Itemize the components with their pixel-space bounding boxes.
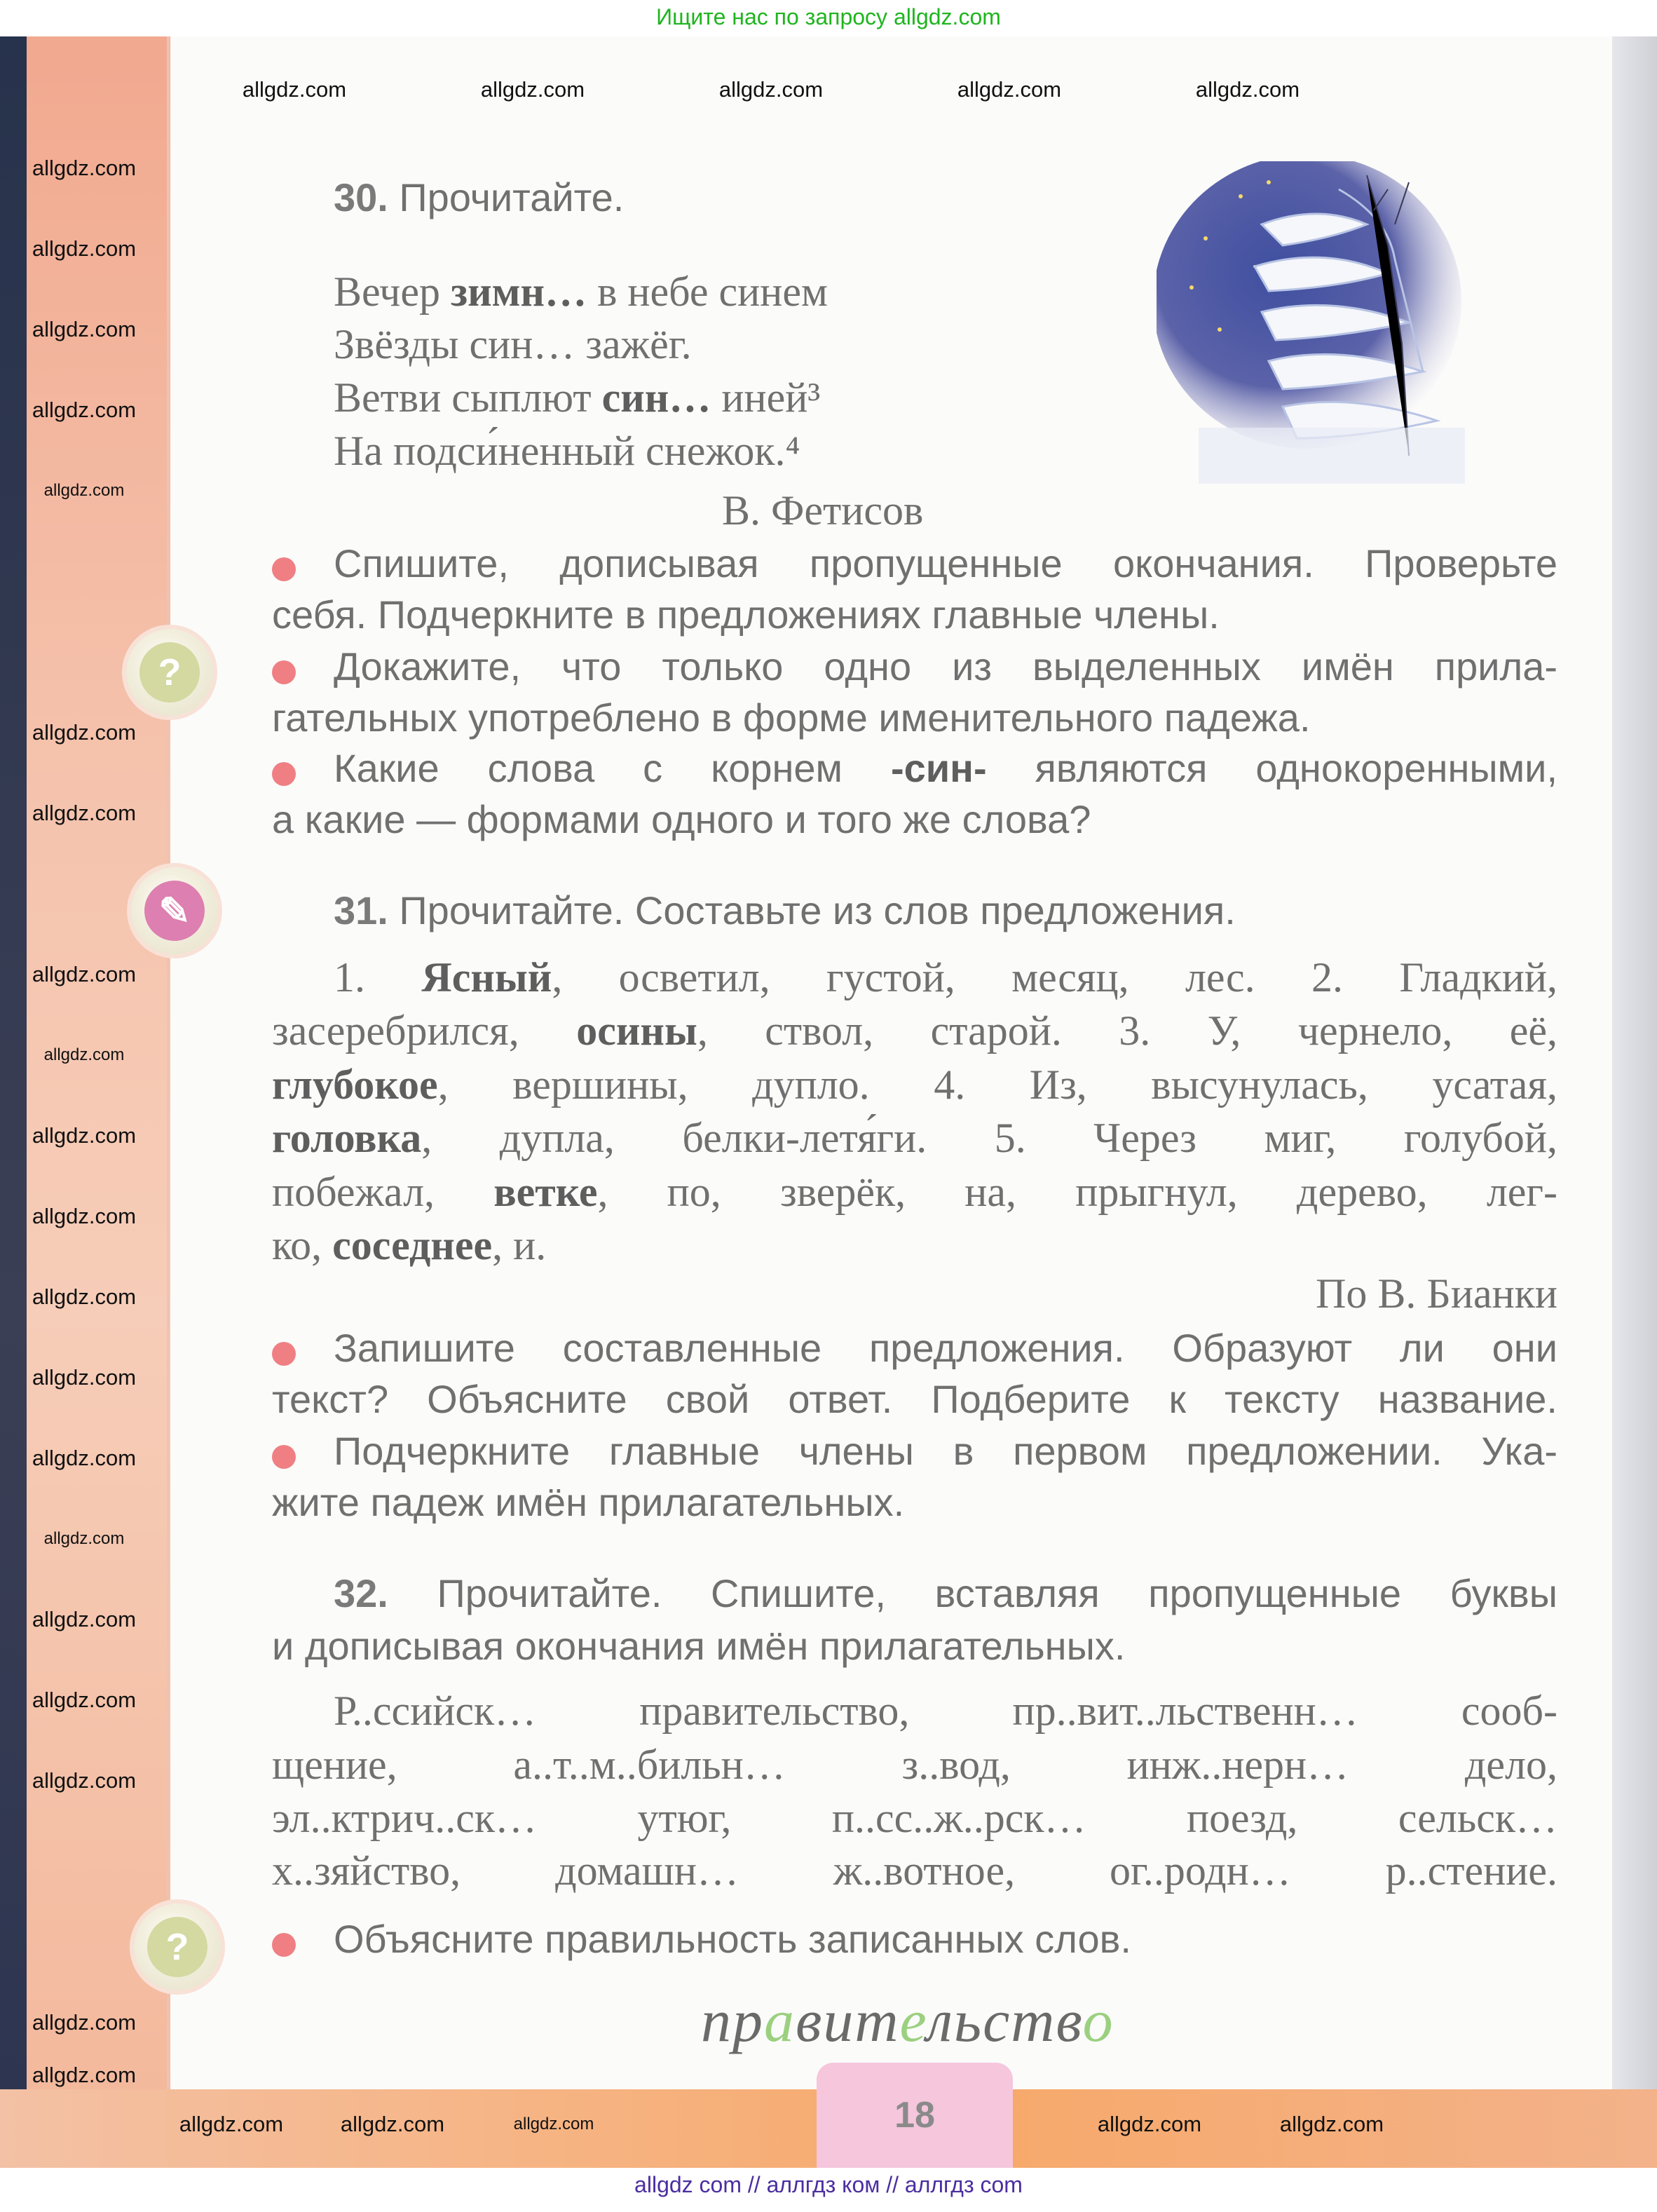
exercise-title-continued: и дописывая окончания имён прилагательных. [272, 1624, 1126, 1668]
page-edge [1612, 36, 1657, 2168]
task-line [334, 541, 1557, 586]
bold-word: головка [272, 1115, 422, 1161]
text-segment: , осветил, густой, месяц, лес. 2. Гладкий, [552, 954, 1558, 1000]
poem-line [334, 427, 800, 475]
text-segment: , по, зверёк, на, прыгнул, дерево, лег- [597, 1169, 1557, 1215]
poem-line [334, 320, 692, 369]
text-segment: , ствол, старой. 3. У, чернело, её, [697, 1007, 1557, 1054]
text-segment: , и. [492, 1222, 547, 1268]
question-badge [134, 1904, 221, 1990]
exercise-title: Прочитайте. Спишите, вставляя пропущенные буквы [388, 1571, 1557, 1615]
watermark: allgdz.com [1195, 77, 1300, 102]
highlighted-letter: е [899, 1987, 927, 2054]
winter-tree-illustration [1157, 161, 1486, 491]
text-author: По В. Бианки [1316, 1270, 1557, 1317]
task-line [334, 644, 1557, 689]
page-number: 18 [894, 2095, 935, 2136]
word-line [272, 1847, 1557, 1895]
text-segment: Какие слова с корнем [334, 746, 891, 790]
watermark: allgdz.com [340, 2112, 445, 2136]
bullet-icon [272, 762, 296, 786]
bullet-icon [272, 1445, 296, 1469]
bold-word: соседнее [332, 1222, 493, 1268]
handwriting-segment: пр [701, 1987, 764, 2054]
watermark: allgdz.com [242, 77, 347, 102]
watermark: allgdz.com [43, 481, 125, 500]
poem-line [334, 268, 828, 316]
watermark: allgdz.com [32, 1768, 137, 1793]
text-segment: Подчеркните главные члены в первом предложении. Ука- [334, 1429, 1557, 1473]
text-segment: Запишите составленные предложения. Образуют ли они [334, 1326, 1557, 1370]
margin-line [167, 36, 170, 2168]
watermark: allgdz.com [32, 720, 137, 745]
text-segment: Докажите, что только одно из выделенных имён прила- [334, 644, 1557, 688]
writing-badge [131, 867, 218, 954]
text-segment: щение, а..т..м..бильн… з..вод, инж..нерн… дело, [272, 1742, 1557, 1788]
watermark: allgdz.com [957, 77, 1062, 102]
exercise-30-heading [334, 175, 624, 220]
watermark: allgdz.com [1279, 2112, 1384, 2136]
text-segment: ко, [272, 1222, 333, 1268]
watermark: allgdz.com [32, 156, 137, 180]
bold-word: глубокое [272, 1061, 438, 1108]
text-segment: х..зяйство, домашн… ж..вотное, ог..родн… р..стение. [272, 1847, 1557, 1894]
watermark: allgdz.com [32, 236, 137, 261]
handwriting-segment: льств [926, 1987, 1083, 2054]
word-line [272, 1741, 1557, 1789]
watermark: allgdz.com [32, 1284, 137, 1309]
task-line [272, 1377, 1557, 1422]
word-line [272, 1061, 1557, 1109]
bullet-icon [272, 557, 296, 581]
task-line [334, 1429, 1557, 1474]
text-segment: Звёзды син… зажёг. [334, 321, 692, 367]
text-segment: , дупла, белки-летя́ги. 5. Через миг, голубой, [421, 1115, 1557, 1161]
watermark: allgdz.com [513, 2115, 594, 2133]
watermark: allgdz.com [43, 1045, 125, 1064]
text-segment: Р..ссийск… правительство, пр..вит..льственн… сооб- [334, 1688, 1557, 1734]
text-segment: текст? Объясните свой ответ. Подберите к тексту название. [272, 1377, 1557, 1421]
watermark: allgdz.com [32, 1446, 137, 1470]
text-segment: На подси́ненный снежок.⁴ [334, 428, 800, 474]
text-segment: 1. [334, 954, 422, 1000]
site-footer: allgdz com // аллгдз ком // аллгдз com [634, 2172, 1023, 2197]
watermark: allgdz.com [480, 77, 585, 102]
text-segment: гательных употреблено в форме именительного падежа. [272, 696, 1311, 740]
book-spine [0, 36, 27, 2168]
watermark: allgdz.com [32, 1688, 137, 1712]
watermark: allgdz.com [32, 1123, 137, 1148]
handwriting-sample [701, 1986, 1114, 2056]
task-line [272, 797, 1557, 842]
bullet-icon [272, 1933, 296, 1957]
handwriting-segment: вит [796, 1987, 900, 2054]
word-line [334, 1687, 1557, 1735]
task-line [334, 1326, 1557, 1371]
question-icon: ? [139, 642, 200, 703]
exercise-number: 30. [334, 175, 388, 219]
word-line [272, 1007, 1557, 1055]
text-segment: , вершины, дупло. 4. Из, высунулась, усатая, [437, 1061, 1557, 1108]
watermark: allgdz.com [32, 2010, 137, 2035]
watermark: allgdz.com [32, 801, 137, 825]
question-badge [126, 629, 213, 716]
watermark: allgdz.com [32, 398, 137, 422]
task-line [272, 696, 1557, 740]
watermark: allgdz.com [718, 77, 824, 102]
exercise-32-heading [334, 1571, 1557, 1616]
poem-author: В. Фетисов [722, 487, 924, 534]
word-line [272, 1168, 1557, 1216]
watermark: allgdz.com [32, 2063, 137, 2087]
watermark: allgdz.com [43, 1529, 125, 1548]
poem-line [334, 374, 820, 422]
text-segment: иней³ [711, 374, 821, 421]
page-margin [27, 36, 170, 2168]
text-segment: а какие — формами одного и того же слова? [272, 797, 1091, 841]
exercise-title: Прочитайте. Составьте из слов предложения. [388, 888, 1236, 932]
watermark: allgdz.com [32, 962, 137, 986]
word-line [272, 1114, 1557, 1162]
text-segment: Вечер [334, 269, 451, 315]
pen-icon: ✎ [144, 881, 205, 941]
text-segment: себя. Подчеркните в предложениях главные члены. [272, 592, 1220, 637]
text-segment: Спишите, дописывая пропущенные окончания. Проверьте [334, 541, 1557, 585]
text-segment: побежал, [272, 1169, 494, 1215]
textbook-page [0, 36, 1657, 2168]
bold-word: осины [576, 1007, 697, 1054]
watermark: allgdz.com [32, 1204, 137, 1228]
highlighted-letter: а [764, 1987, 796, 2054]
word-line [272, 1221, 1557, 1270]
text-segment: эл..ктрич..ск… утюг, п..сс..ж..рск… поезд, сельск… [272, 1795, 1557, 1841]
text-segment: жите падеж имён прилагательных. [272, 1480, 905, 1524]
watermark: allgdz.com [32, 317, 137, 341]
task-line [272, 592, 1557, 637]
word-line [334, 954, 1557, 1002]
watermark: allgdz.com [179, 2112, 284, 2136]
text-segment: Ветви сыплют [334, 374, 602, 421]
watermark: allgdz.com [32, 1607, 137, 1631]
bold-word: -син- [890, 746, 987, 790]
bold-word: ветке [493, 1169, 598, 1215]
exercise-title: Прочитайте. [388, 175, 625, 219]
search-banner: Ищите нас по запросу allgdz.com [0, 0, 1657, 36]
task-line [272, 1480, 1557, 1525]
text-segment: засеребрился, [272, 1007, 577, 1054]
bullet-icon [272, 1342, 296, 1366]
exercise-number: 32. [334, 1571, 388, 1615]
bold-word: Ясный [421, 954, 552, 1000]
word-line [272, 1794, 1557, 1843]
text-segment: в небе синем [587, 269, 828, 315]
bullet-icon [272, 660, 296, 684]
watermark: allgdz.com [32, 1365, 137, 1390]
bold-word: зимн… [450, 269, 587, 315]
text-segment: являются однокоренными, [986, 746, 1557, 790]
highlighted-letter: о [1082, 1987, 1114, 2054]
question-icon: ? [147, 1917, 207, 1977]
exercise-31-heading [334, 888, 1236, 933]
task-line [334, 746, 1557, 791]
watermark: allgdz.com [1097, 2112, 1202, 2136]
task-line: Объясните правильность записанных слов. [334, 1917, 1131, 1961]
exercise-number: 31. [334, 888, 388, 932]
bold-word: син… [601, 374, 711, 421]
